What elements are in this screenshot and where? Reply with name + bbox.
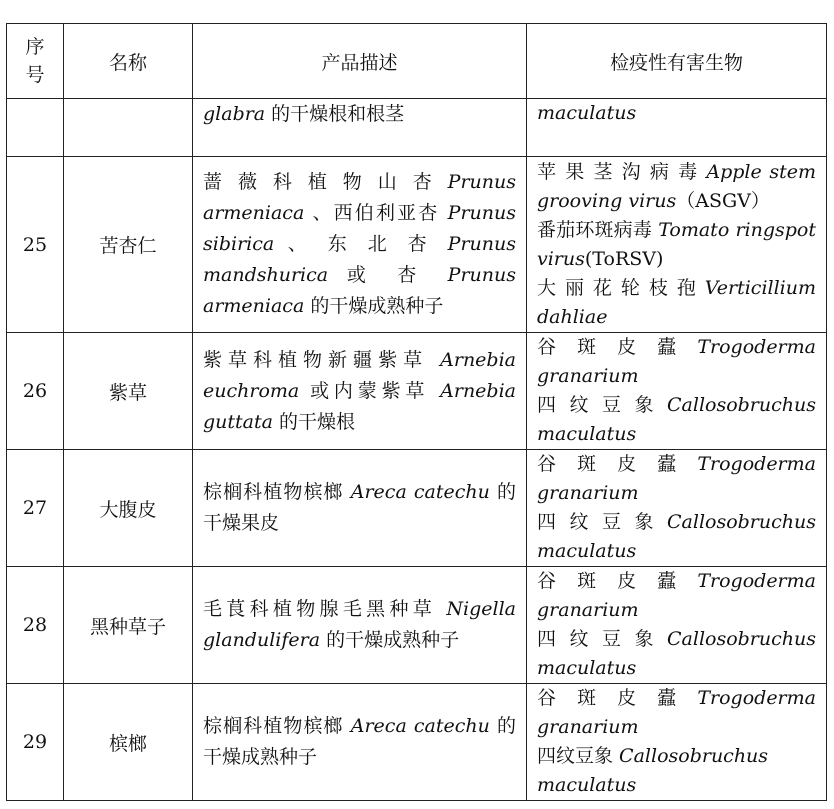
row-name: 槟榔 bbox=[64, 684, 193, 801]
header-description: 产品描述 bbox=[193, 24, 527, 99]
row-seq: 29 bbox=[7, 684, 64, 801]
header-pest: 检疫性有害生物 bbox=[527, 24, 827, 99]
header-name: 名称 bbox=[64, 24, 193, 99]
row-pest: 苹 果 茎 沟 病 毒 Apple stem grooving virus（ASGV） 番茄环斑病毒 Tomato ringspot virus(ToRSV) 大 丽 花 轮 枝 孢 Verticillium dahliae bbox=[527, 157, 827, 333]
row-description: 毛茛科植物腺毛黑种草 Nigella glandulifera 的干燥成熟种子 bbox=[193, 567, 527, 684]
row-description: 蔷 薇 科 植 物 山 杏 Prunus armeniaca 、西伯利亚杏 Prunus sibirica 、 东 北 杏 Prunus mandshurica 或 杏 Prunus armeniaca 的干燥成熟种子 bbox=[193, 157, 527, 333]
row-name: 苦杏仁 bbox=[64, 157, 193, 333]
row-name: 黑种草子 bbox=[64, 567, 193, 684]
row-pest: maculatus bbox=[527, 99, 827, 157]
row-seq: 28 bbox=[7, 567, 64, 684]
table-row bbox=[7, 567, 827, 684]
row-seq: 26 bbox=[7, 333, 64, 450]
row-description: 紫草科植物新疆紫草 Arnebia euchroma 或内蒙紫草 Arnebia guttata 的干燥根 bbox=[193, 333, 527, 450]
row-name: 紫草 bbox=[64, 333, 193, 450]
row-seq: 27 bbox=[7, 450, 64, 567]
table-row bbox=[7, 450, 827, 567]
header-seq: 序号 bbox=[7, 24, 64, 99]
table-row bbox=[7, 99, 827, 157]
row-name bbox=[64, 99, 193, 157]
row-seq: 25 bbox=[7, 157, 64, 333]
row-description: glabra 的干燥根和根茎 bbox=[193, 99, 527, 157]
row-name: 大腹皮 bbox=[64, 450, 193, 567]
table-row bbox=[7, 157, 827, 333]
table-row bbox=[7, 684, 827, 801]
row-pest: 谷 斑 皮 蠹 Trogoderma granarium 四 纹 豆 象 Callosobruchus maculatus bbox=[527, 333, 827, 450]
table-row bbox=[7, 333, 827, 450]
quarantine-table bbox=[6, 23, 827, 801]
row-pest: 谷 斑 皮 蠹 Trogoderma granarium 四 纹 豆 象 Callosobruchus maculatus bbox=[527, 567, 827, 684]
header-row bbox=[7, 24, 827, 99]
row-description: 棕榈科植物槟榔 Areca catechu 的 干燥果皮 bbox=[193, 450, 527, 567]
row-pest: 谷 斑 皮 蠹 Trogoderma granarium 四纹豆象 Callosobruchus maculatus bbox=[527, 684, 827, 801]
row-pest: 谷 斑 皮 蠹 Trogoderma granarium 四 纹 豆 象 Callosobruchus maculatus bbox=[527, 450, 827, 567]
row-seq bbox=[7, 99, 64, 157]
row-description: 棕榈科植物槟榔 Areca catechu 的 干燥成熟种子 bbox=[193, 684, 527, 801]
